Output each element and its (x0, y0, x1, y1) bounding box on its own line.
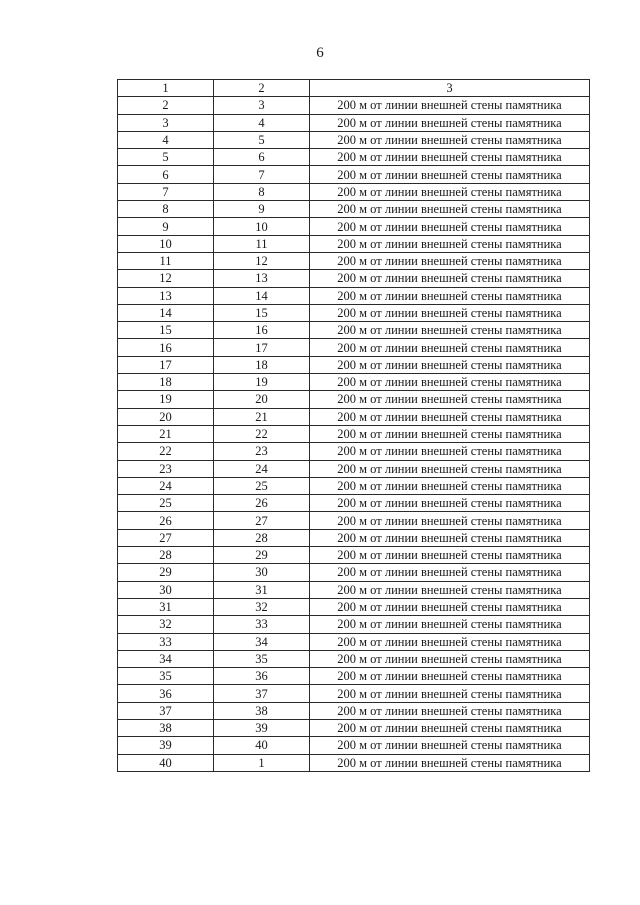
table-row (118, 339, 590, 356)
description-cell: 200 м от линии внешней стены памятника (310, 97, 590, 114)
description-cell: 200 м от линии внешней стены памятника (310, 529, 590, 546)
point-from-cell: 16 (118, 339, 214, 356)
point-from-cell: 17 (118, 356, 214, 373)
point-from-cell: 37 (118, 702, 214, 719)
description-cell: 200 м от линии внешней стены памятника (310, 737, 590, 754)
boundary-table (117, 79, 590, 772)
point-to-cell: 38 (214, 702, 310, 719)
point-from-cell: 2 (118, 97, 214, 114)
description-cell: 200 м от линии внешней стены памятника (310, 425, 590, 442)
table-row (118, 460, 590, 477)
table-row (118, 183, 590, 200)
point-from-cell: 40 (118, 754, 214, 771)
table-row (118, 304, 590, 321)
point-to-cell: 31 (214, 581, 310, 598)
point-from-cell: 34 (118, 650, 214, 667)
point-to-cell: 33 (214, 616, 310, 633)
point-to-cell: 5 (214, 131, 310, 148)
point-from-cell: 29 (118, 564, 214, 581)
point-to-cell: 13 (214, 270, 310, 287)
description-cell: 200 м от линии внешней стены памятника (310, 564, 590, 581)
point-from-cell: 21 (118, 425, 214, 442)
description-cell: 200 м от линии внешней стены памятника (310, 252, 590, 269)
table-row (118, 598, 590, 615)
table-row (118, 477, 590, 494)
table-row (118, 322, 590, 339)
description-cell: 200 м от линии внешней стены памятника (310, 183, 590, 200)
point-from-cell: 28 (118, 547, 214, 564)
point-to-cell: 37 (214, 685, 310, 702)
point-from-cell: 8 (118, 201, 214, 218)
header-cell-3: 3 (310, 80, 590, 97)
point-from-cell: 39 (118, 737, 214, 754)
header-cell-1: 1 (118, 80, 214, 97)
description-cell: 200 м от линии внешней стены памятника (310, 149, 590, 166)
point-to-cell: 12 (214, 252, 310, 269)
description-cell: 200 м от линии внешней стены памятника (310, 668, 590, 685)
table-row (118, 702, 590, 719)
description-cell: 200 м от линии внешней стены памятника (310, 547, 590, 564)
point-to-cell: 20 (214, 391, 310, 408)
table-row (118, 529, 590, 546)
point-from-cell: 7 (118, 183, 214, 200)
point-to-cell: 25 (214, 477, 310, 494)
description-cell: 200 м от линии внешней стены памятника (310, 166, 590, 183)
table-row (118, 443, 590, 460)
table-row (118, 685, 590, 702)
point-to-cell: 26 (214, 495, 310, 512)
point-from-cell: 12 (118, 270, 214, 287)
point-from-cell: 30 (118, 581, 214, 598)
point-from-cell: 5 (118, 149, 214, 166)
description-cell: 200 м от линии внешней стены памятника (310, 114, 590, 131)
description-cell: 200 м от линии внешней стены памятника (310, 304, 590, 321)
point-to-cell: 11 (214, 235, 310, 252)
point-to-cell: 6 (214, 149, 310, 166)
point-to-cell: 34 (214, 633, 310, 650)
description-cell: 200 м от линии внешней стены памятника (310, 270, 590, 287)
page-number: 6 (316, 45, 324, 61)
point-from-cell: 15 (118, 322, 214, 339)
point-from-cell: 35 (118, 668, 214, 685)
description-cell: 200 м от линии внешней стены памятника (310, 633, 590, 650)
description-cell: 200 м от линии внешней стены памятника (310, 719, 590, 736)
table-row (118, 650, 590, 667)
point-to-cell: 10 (214, 218, 310, 235)
point-to-cell: 7 (214, 166, 310, 183)
point-to-cell: 39 (214, 719, 310, 736)
point-to-cell: 27 (214, 512, 310, 529)
table-row (118, 252, 590, 269)
description-cell: 200 м от линии внешней стены памятника (310, 495, 590, 512)
table-body (118, 80, 590, 772)
point-from-cell: 27 (118, 529, 214, 546)
description-cell: 200 м от линии внешней стены памятника (310, 512, 590, 529)
table-row (118, 287, 590, 304)
table-row (118, 668, 590, 685)
table-row (118, 408, 590, 425)
table-row (118, 235, 590, 252)
table-row (118, 754, 590, 771)
description-cell: 200 м от линии внешней стены памятника (310, 218, 590, 235)
table-row (118, 166, 590, 183)
table-row (118, 356, 590, 373)
description-cell: 200 м от линии внешней стены памятника (310, 702, 590, 719)
point-from-cell: 19 (118, 391, 214, 408)
point-to-cell: 4 (214, 114, 310, 131)
point-from-cell: 22 (118, 443, 214, 460)
description-cell: 200 м от линии внешней стены памятника (310, 685, 590, 702)
point-to-cell: 14 (214, 287, 310, 304)
point-from-cell: 25 (118, 495, 214, 512)
table-row (118, 114, 590, 131)
table-row (118, 391, 590, 408)
point-from-cell: 23 (118, 460, 214, 477)
description-cell: 200 м от линии внешней стены памятника (310, 287, 590, 304)
point-to-cell: 18 (214, 356, 310, 373)
point-to-cell: 29 (214, 547, 310, 564)
point-to-cell: 16 (214, 322, 310, 339)
point-from-cell: 26 (118, 512, 214, 529)
point-to-cell: 1 (214, 754, 310, 771)
point-from-cell: 10 (118, 235, 214, 252)
point-to-cell: 24 (214, 460, 310, 477)
description-cell: 200 м от линии внешней стены памятника (310, 374, 590, 391)
point-to-cell: 28 (214, 529, 310, 546)
description-cell: 200 м от линии внешней стены памятника (310, 460, 590, 477)
point-to-cell: 23 (214, 443, 310, 460)
point-from-cell: 38 (118, 719, 214, 736)
point-from-cell: 9 (118, 218, 214, 235)
point-to-cell: 40 (214, 737, 310, 754)
table-row (118, 512, 590, 529)
table-row (118, 201, 590, 218)
point-from-cell: 4 (118, 131, 214, 148)
point-to-cell: 32 (214, 598, 310, 615)
point-to-cell: 30 (214, 564, 310, 581)
point-to-cell: 35 (214, 650, 310, 667)
point-from-cell: 36 (118, 685, 214, 702)
point-from-cell: 20 (118, 408, 214, 425)
description-cell: 200 м от линии внешней стены памятника (310, 754, 590, 771)
table-row (118, 131, 590, 148)
table-row (118, 564, 590, 581)
point-from-cell: 31 (118, 598, 214, 615)
table-row (118, 97, 590, 114)
description-cell: 200 м от линии внешней стены памятника (310, 339, 590, 356)
description-cell: 200 м от линии внешней стены памятника (310, 650, 590, 667)
description-cell: 200 м от линии внешней стены памятника (310, 616, 590, 633)
point-from-cell: 33 (118, 633, 214, 650)
table-row (118, 270, 590, 287)
point-to-cell: 17 (214, 339, 310, 356)
point-to-cell: 15 (214, 304, 310, 321)
description-cell: 200 м от линии внешней стены памятника (310, 356, 590, 373)
table-row (118, 218, 590, 235)
table-row (118, 374, 590, 391)
point-from-cell: 3 (118, 114, 214, 131)
description-cell: 200 м от линии внешней стены памятника (310, 581, 590, 598)
point-to-cell: 21 (214, 408, 310, 425)
header-cell-2: 2 (214, 80, 310, 97)
point-from-cell: 24 (118, 477, 214, 494)
table-row (118, 495, 590, 512)
description-cell: 200 м от линии внешней стены памятника (310, 391, 590, 408)
table-row (118, 633, 590, 650)
description-cell: 200 м от линии внешней стены памятника (310, 235, 590, 252)
point-from-cell: 32 (118, 616, 214, 633)
table-row (118, 737, 590, 754)
table-row (118, 581, 590, 598)
point-from-cell: 6 (118, 166, 214, 183)
description-cell: 200 м от линии внешней стены памятника (310, 201, 590, 218)
table-row (118, 616, 590, 633)
point-to-cell: 3 (214, 97, 310, 114)
description-cell: 200 м от линии внешней стены памятника (310, 598, 590, 615)
table-row (118, 149, 590, 166)
description-cell: 200 м от линии внешней стены памятника (310, 477, 590, 494)
point-from-cell: 14 (118, 304, 214, 321)
description-cell: 200 м от линии внешней стены памятника (310, 322, 590, 339)
description-cell: 200 м от линии внешней стены памятника (310, 408, 590, 425)
table-row (118, 719, 590, 736)
point-to-cell: 19 (214, 374, 310, 391)
table-row (118, 425, 590, 442)
point-from-cell: 18 (118, 374, 214, 391)
description-cell: 200 м от линии внешней стены памятника (310, 131, 590, 148)
point-to-cell: 8 (214, 183, 310, 200)
point-from-cell: 11 (118, 252, 214, 269)
description-cell: 200 м от линии внешней стены памятника (310, 443, 590, 460)
header-row (118, 80, 590, 97)
table-row (118, 547, 590, 564)
point-to-cell: 22 (214, 425, 310, 442)
point-to-cell: 9 (214, 201, 310, 218)
point-from-cell: 13 (118, 287, 214, 304)
point-to-cell: 36 (214, 668, 310, 685)
